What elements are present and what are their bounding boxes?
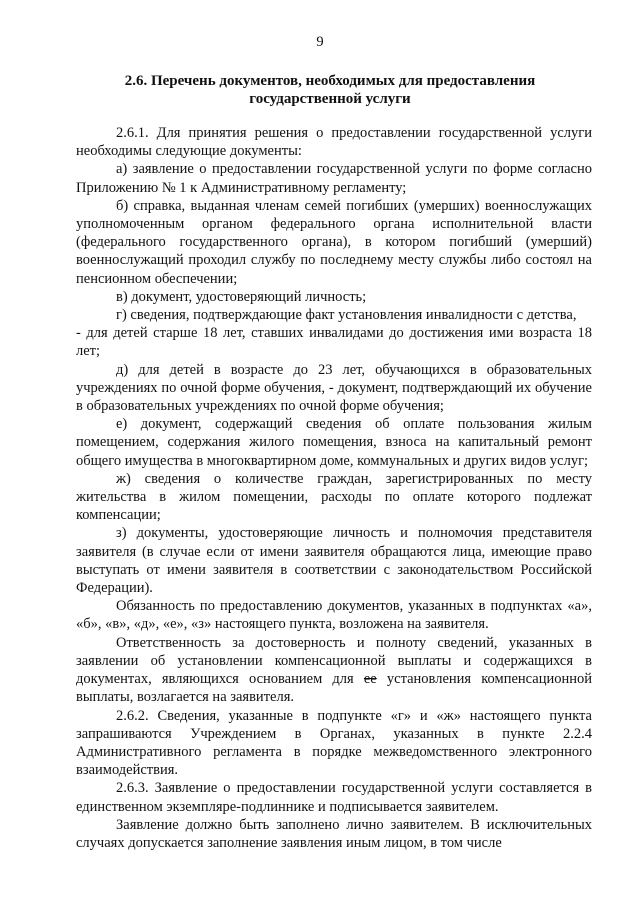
paragraph-2-6-2: 2.6.2. Сведения, указанные в подпункте «г» и «ж» настоящего пункта запрашиваются Учреждением в Органах, указанных в пункте 2.2.4 Административного регламента в порядке межведомственного электронного взаимодействия. xyxy=(76,707,592,779)
item-v: в) документ, удостоверяющий личность; xyxy=(116,288,367,305)
item-z: з) документы, удостоверяющие личность и полномочия представителя заявителя (в случае если от имени заявителя обращаются лица, имеющие право выступать от имени заявителя в соответствии с законодательством Российской Федерации). xyxy=(76,525,592,597)
document-body xyxy=(76,124,592,852)
item-e: е) документ, содержащий сведения об оплате пользования жилым помещением, содержания жилого помещения, взноса на капитальный ремонт общего имущества в многоквартирном доме, коммунальных и других видов услуг; xyxy=(76,416,592,469)
item-zh: ж) сведения о количестве граждан, зарегистрированных по месту жительства в жилом помещении, расходы по оплате которого подлежат компенсации; xyxy=(76,470,592,524)
section-heading xyxy=(110,72,550,108)
application-fill-paragraph: Заявление должно быть заполнено лично заявителем. В исключительных случаях допускается заполнение заявления иным лицом, в том числе xyxy=(76,816,592,851)
section-heading-line-2: государственной услуги xyxy=(249,91,411,107)
item-b: б) справка, выданная членам семей погибших (умерших) военнослужащих уполномоченным органом федерального органа исполнительной власти (федерального государственного органа), в котором погибший (умерший) военнослужащий проходил службу по последнему месту службы либо состоял на пенсионном обеспечении; xyxy=(76,197,592,287)
item-d: д) для детей в возрасте до 23 лет, обучающихся в образовательных учреждениях по очной форме обучения, - документ, подтверждающий их обучение в образовательных учреждениях по очной форме обучения; xyxy=(76,361,592,415)
paragraph-2-6-1: 2.6.1. Для принятия решения о предоставлении государственной услуги необходимы следующие документы: xyxy=(76,125,592,160)
responsibility-paragraph xyxy=(76,634,592,707)
item-g: г) сведения, подтверждающие факт установления инвалидности с детства, xyxy=(116,307,577,324)
responsibility-text-start: Ответственность за достоверность и полноту сведений, указанных в заявлении об установлении компенсационной выплаты и содержащихся в документах, являющихся основанием для xyxy=(76,634,592,688)
page-number: 9 xyxy=(316,34,324,50)
paragraph-2-6-3: 2.6.3. Заявление о предоставлении государственной услуги составляется в единственном экземпляре-подлиннике и подписывается заявителем. xyxy=(76,780,592,815)
obligation-paragraph: Обязанность по предоставлению документов, указанных в подпунктах «а», «б», «в», «д», «е», «з» настоящего пункта, возложена на заявителя. xyxy=(76,598,592,633)
item-a: а) заявление о предоставлении государственной услуги по форме согласно Приложению № 1 к Административному регламенту; xyxy=(76,161,592,196)
section-heading-line-1: 2.6. Перечень документов, необходимых для предоставления xyxy=(124,73,536,89)
responsibility-text-end: установления компенсационной выплаты, возлагается на заявителя. xyxy=(76,671,592,706)
item-g-continuation: - для детей старше 18 лет, ставших инвалидами до достижения ими возраста 18 лет; xyxy=(76,325,592,360)
struck-word: ее xyxy=(363,671,377,688)
